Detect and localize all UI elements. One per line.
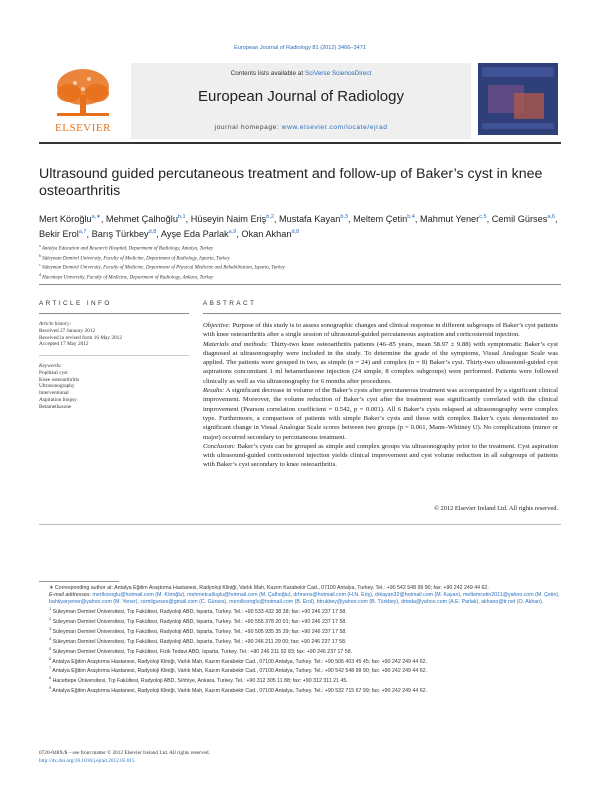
- contents-availability: Contents lists available at SciVerse ScienceDirect: [230, 70, 372, 77]
- header-rule: [39, 142, 561, 144]
- email-addresses: E-mail addresses: mertkoroglu@hotmail.com (M. Köroğlu), mehmetcalloglu@hotmail.com (M. Çalhoğlu), drhneris@hotmail.com (H.N. Eriş), drkayan32@hotmail.com (M. Kayan), meltemcetin2011@yahoo.com (M. Çetin), bahtiyaryener@yahoo.com (M. Yener), cemilgurses@gmail.com (C. Gürses), merolkoroglu@hotmail.com (B. Erol), btrukbey@yahoo.com (B. Türkbey), drteda@yahoo.com (A.E. Parlak), akhano@tr.net (O. Akhan).: [49, 592, 560, 606]
- copyright-notice: © 2012 Elsevier Ireland Ltd. All rights reserved.: [434, 505, 558, 512]
- footnote: $^2$ Süleyman Demirel Üniversitesi, Tıp Fakültesi, Radyoloji ABD, Isparta, Turkey. Tel.: +90 555 378 20 01; fax: +90 246 237 17 58.: [49, 617, 347, 625]
- footnote: $^5$ Süleyman Demirel Üniversitesi, Tıp Fakültesi, Fizik Tedavi ABD, Isparta, Turkey. Tel.: +90 246 211 92 83; fax: +90 246 237 17 58.: [49, 646, 353, 655]
- footnote-rule: [39, 581, 119, 582]
- footnote: $^9$ Antalya Eğitim Araştırma Hastanesi, Radyoloji Kliniği, Varlık Mah, Kazım Karabekir Cad., 07100 Antalya, Turkey. Tel.: +90 532 715 67 99; fax: +90 242 249 44 62.: [49, 686, 428, 694]
- author: Mustafa Kayan$^{b,3}$: [279, 214, 348, 225]
- abstract-body: [203, 321, 558, 470]
- footnote: $^6$ Antalya Eğitim Araştırma Hastanesi, Radyoloji Kliniği, Varlık Mah, Kazım Karabekir Cad., 07100 Antalya, Turkey. Tel.: +90 506 403 45 45; fax: +90 242 249 44 62.: [49, 656, 428, 665]
- keyword: Aspiration biopsy: [39, 396, 77, 403]
- footnote: $^8$ Hacettepe Üniversitesi, Tıp Fakültesi, Radyoloji ABD, Sıhhiye, Ankara, Turkey. Tel.: +90 312 305 11 88; fax: +90 312 311 21 45.: [49, 676, 348, 684]
- author: Bekir Erol$^{a,7}$: [39, 228, 87, 239]
- history-rule: [39, 355, 189, 356]
- author: Mert Köroğlu$^{a,∗}$: [39, 214, 101, 225]
- abstract-results: Results: A significant decrease in volume of the Baker’s cysts after percutaneous treatment was accompanied by a significant clinical improvement. Moreover, the volume reduction of Baker’s cyst after the treatment was significantly correlated with the clinical improvement (Pearson correlation coefficient = 0.542, p = 0.001). All 6 Baker’s cysts relapsed at ultrasonography were complex type. Furthermore, a comparison of patients with simple Baker’s cysts and those with complex Baker’s cysts demonstrated no significant change in Visual Analogue Scale scores between two groups (p = 0.061, Mann–Whitney U). No complications (minor or major) occurred secondary to percutaneous treatment.: [203, 387, 558, 441]
- footnote: $^1$ Süleyman Demirel Üniversitesi, Tıp Fakültesi, Radyoloji ABD, Isparta, Turkey. Tel.: +90 533 432 38 38; fax: +90 246 237 17 58.: [49, 607, 347, 616]
- corresponding-author-note: ∗ Corresponding author at: Antalya Eğitim Araştırma Hastanesi, Radyoloji Kliniği, Varlık Mah, Kazım Karabekir Cad., 07100 Antalya, Turkey. Tel.: +90 542 548 99 90; fax: +90 242 249 44 62.: [49, 585, 489, 591]
- author: Barış Türkbey$^{d,8}$: [91, 228, 157, 239]
- keyword: Ultrasonography: [39, 383, 75, 390]
- publisher-logo-text: ELSEVIER: [55, 122, 111, 134]
- abstract-rule: [203, 313, 561, 314]
- issn-line: 0720-048X/$ – see front matter © 2012 Elsevier Ireland Ltd. All rights reserved.: [39, 750, 210, 756]
- section-rule: [39, 284, 561, 285]
- issn-doi: [39, 750, 561, 765]
- abstract-conclusion: Conclusion: Baker’s cysts can be grouped as simple and complex groups via ultrasonography prior to the treatment. Cyst aspiration with ultrasound-guided corticosteroid injection yields clinical improvement and cyst volume reduction in all subgroups of patients with Baker’s cyst secondary to knee osteoarthritis.: [203, 442, 558, 469]
- abstract-heading: ABSTRACT: [203, 300, 257, 307]
- sciencedirect-link[interactable]: SciVerse ScienceDirect: [304, 70, 372, 77]
- footnote: $^3$ Süleyman Demirel Üniversitesi, Tıp Fakültesi, Radyoloji ABD, Isparta, Turkey. Tel.: +90 505 935 35 39; fax: +90 246 237 17 58.: [49, 626, 347, 635]
- article-info-heading: ARTICLE INFO: [39, 300, 112, 307]
- affiliation: $^b$ Süleyman Demirel University, Faculty of Medicine, Department of Radiology, Isparta, Turkey: [39, 253, 230, 262]
- journal-name: European Journal of Radiology: [198, 88, 404, 105]
- article-title: Ultrasound guided percutaneous treatment and follow-up of Baker’s cyst in knee osteoarthritis: [39, 166, 543, 199]
- author: Meltem Çetin$^{b,4}$: [353, 214, 415, 225]
- author: Cemil Gürses$^{a,6}$: [491, 214, 555, 225]
- author: Ayşe Eda Parlak$^{a,9}$: [160, 228, 237, 239]
- keyword: Interventional: [39, 390, 69, 397]
- affiliation: $^d$ Hacettepe University, Faculty of Medicine, Department of Radiology, Ankara, Turkey: [39, 272, 214, 281]
- affiliations: [39, 243, 561, 282]
- article-history: Article history: Received 27 January 2012 Received in revised form 16 May 2012 Accepted 17 May 2012: [39, 321, 122, 348]
- footnote: $^7$ Antalya Eğitim Araştırma Hastanesi, Radyoloji Kliniği, Varlık Mah, Kazım Karabekir Cad., 07100 Antalya, Turkey. Tel.: +90 542 548 99 90; fax: +90 242 249 44 62.: [49, 666, 428, 675]
- doi-link[interactable]: http://dx.doi.org/10.1016/j.ejrad.2012.05.015: [39, 757, 135, 764]
- author-list: Mert Köroğlu$^{a,∗}$, Mehmet Çalhoğlu$^{b,1}$, Hüseyin Naim Eriş$^{b,2}$, Mustafa Kayan$^{b,3}$, Meltem Çetin$^{b,4}$, Mahmut Yener$^{c,5}$, Cemil Gürses$^{a,6}$, Bekir Erol$^{a,7}$, Barış Türkbey$^{d,8}$, Ayşe Eda Parlak$^{a,9}$, Okan Akhan$^{d,8}$: [39, 214, 558, 239]
- abstract-methods: Materials and methods: Thirty-two knee osteoarthritis patients (46–85 years, mean 58.97 ± 9.88) with symptomatic Baker’s cyst diagnosed at ultrasonography were included in the study. To determine the grade of the symptoms, Visual Analogue Scale was applied. The patients were grouped in two, as simple (n = 24) and complex (n = 8) Baker’s cyst. Thirty-two ultrasound-guided cyst aspirations concomitant 1 ml betamethasone injection (24 simple, 8 complex subgroups) were performed. Patients were followed clinically as well as via ultrasonography for 6 months after procedures.: [203, 340, 558, 385]
- homepage-link[interactable]: www.elsevier.com/locate/ejrad: [281, 124, 388, 131]
- article-info-rule: [39, 313, 189, 314]
- keyword: Knee osteoarthritis: [39, 376, 80, 383]
- abstract-bottom-rule: [39, 524, 561, 525]
- affiliation: $^a$ Antalya Education and Research Hospital, Department of Radiology, Antalya, Turkey: [39, 244, 214, 252]
- author: Hüseyin Naim Eriş$^{b,2}$: [190, 214, 274, 225]
- journal-cover-image: [478, 63, 558, 135]
- abstract-objective: Objective: Purpose of this study is to assess sonographic changes and clinical response in different subgroups of Baker’s cyst patients with knee osteoarthritis after a single session of ultrasound-guided percutaneous aspiration and corticosteroid injection.: [203, 322, 558, 339]
- footnote: $^4$ Süleyman Demirel Üniversitesi, Tıp Fakültesi, Radyoloji ABD, Isparta, Turkey. Tel.: +90 246 211 29 00; fax: +90 246 237 17 58.: [49, 636, 347, 645]
- author: Mehmet Çalhoğlu$^{b,1}$: [105, 214, 186, 225]
- journal-citation[interactable]: European Journal of Radiology 81 (2012) 3466–3471: [234, 45, 366, 51]
- affiliation: $^c$ Süleyman Demirel University, Faculty of Medicine, Department of Physical Medicine and Rehabilitation, Isparta, Turkey: [39, 263, 285, 271]
- author: Okan Akhan$^{d,8}$: [241, 228, 300, 239]
- journal-homepage: journal homepage: www.elsevier.com/locate/ejrad: [214, 124, 388, 131]
- footnotes: [39, 585, 561, 695]
- keyword: Betamethasone: [39, 403, 72, 410]
- keyword: Popliteal cyst: [39, 369, 68, 376]
- author: Mahmut Yener$^{c,5}$: [419, 214, 487, 225]
- keywords: Keywords: Popliteal cyst Knee osteoarthritis Ultrasonography Interventional Aspiration biopsy Betamethasone: [39, 363, 179, 411]
